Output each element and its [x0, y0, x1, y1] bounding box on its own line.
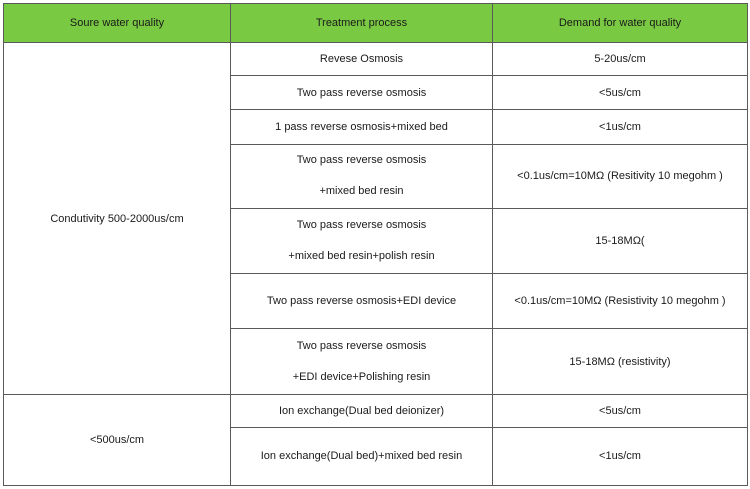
table-row	[4, 395, 748, 427]
table-row	[4, 43, 748, 76]
demand-cell: <0.1us/cm=10MΩ (Resitivity 10 megohm )	[493, 144, 748, 208]
demand-cell: <1us/cm	[493, 110, 748, 144]
process-line: 1 pass reverse osmosis+mixed bed	[275, 121, 448, 134]
process-cell	[231, 427, 493, 485]
process-cell	[231, 209, 493, 273]
demand-cell: <5us/cm	[493, 76, 748, 110]
header-source-water-quality: Soure water quality	[4, 4, 231, 43]
source-cell: Condutivity 500-2000us/cm	[4, 43, 231, 395]
process-line: +mixed bed resin+polish resin	[288, 249, 435, 262]
demand-cell: 15-18MΩ(	[493, 209, 748, 273]
process-line: Two pass reverse osmosis+EDI device	[266, 294, 457, 307]
process-line: Two pass reverse osmosis	[296, 154, 427, 167]
process-line: Two pass reverse osmosis	[296, 86, 427, 99]
process-cell	[231, 76, 493, 110]
process-cell	[231, 110, 493, 144]
water-treatment-table	[3, 3, 748, 486]
header-treatment-process: Treatment process	[231, 4, 493, 43]
process-cell	[231, 395, 493, 427]
process-cell	[231, 144, 493, 208]
header-demand-water-quality: Demand for water quality	[493, 4, 748, 43]
demand-cell: 5-20us/cm	[493, 43, 748, 76]
process-line: +mixed bed resin	[319, 185, 404, 198]
demand-cell: <1us/cm	[493, 427, 748, 485]
process-cell	[231, 43, 493, 76]
process-line: +EDI device+Polishing resin	[292, 370, 431, 383]
process-line: Ion exchange(Dual bed)+mixed bed resin	[260, 450, 463, 463]
demand-cell: 15-18MΩ (resistivity)	[493, 328, 748, 394]
source-cell: <500us/cm	[4, 395, 231, 486]
process-line: Ion exchange(Dual bed deionizer)	[278, 404, 445, 417]
process-line: Two pass reverse osmosis	[296, 339, 427, 352]
demand-cell: <5us/cm	[493, 395, 748, 427]
header-row	[4, 4, 748, 43]
process-cell	[231, 328, 493, 394]
process-line: Two pass reverse osmosis	[296, 218, 427, 231]
process-cell	[231, 273, 493, 328]
process-line: Revese Osmosis	[319, 53, 404, 66]
demand-cell: <0.1us/cm=10MΩ (Resistivity 10 megohm )	[493, 273, 748, 328]
